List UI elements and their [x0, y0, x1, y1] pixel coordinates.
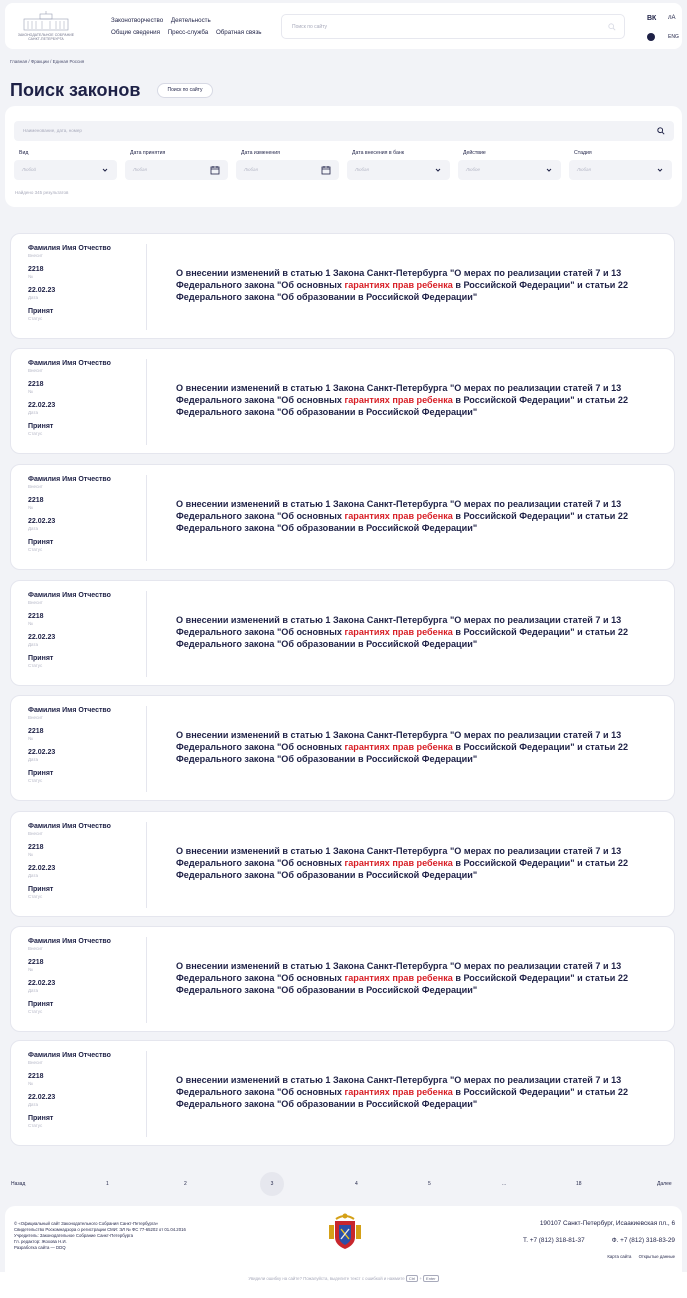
law-title[interactable]: О внесении изменений в статью 1 Закона Санкт-Петербурга "О мерах по реализации статей 7 и 13 Федерального закона "Об основных гарантиях прав ребенка в Российской Федерации" и статьи 22 Федерального закона "Об образовании в Российской Федерации"	[176, 961, 629, 995]
pagination-page[interactable]: 4	[355, 1181, 358, 1187]
law-status-label: Статус	[28, 431, 43, 436]
law-card[interactable]	[10, 811, 675, 917]
law-date-label: Дата	[28, 295, 38, 300]
search-highlight: гарантиях прав ребенка	[344, 511, 453, 521]
site-header	[5, 3, 682, 49]
law-author: Фамилия Имя Отчество	[28, 476, 111, 483]
search-highlight: гарантиях прав ребенка	[344, 1087, 453, 1097]
search-icon[interactable]	[657, 127, 665, 135]
filter-label-type: Вид	[19, 150, 29, 156]
law-number-label: №	[28, 852, 33, 857]
filter-type-select[interactable]	[14, 160, 117, 180]
law-date: 22.02.23	[28, 980, 56, 987]
card-divider	[146, 359, 147, 445]
law-date: 22.02.23	[28, 749, 56, 756]
footer-link-sitemap[interactable]: Карта сайта	[607, 1254, 632, 1259]
law-meta	[28, 707, 138, 791]
law-author-label: Внесит	[28, 946, 43, 951]
law-author: Фамилия Имя Отчество	[28, 938, 111, 945]
law-card[interactable]	[10, 695, 675, 801]
site-search-input[interactable]	[281, 14, 625, 39]
law-status: Принят	[28, 308, 54, 315]
pagination-next[interactable]: Далее	[657, 1181, 672, 1187]
site-footer	[5, 1206, 682, 1272]
search-icon[interactable]	[608, 23, 616, 31]
law-status-label: Статус	[28, 663, 43, 668]
nav-item-feedback[interactable]: Обратная связь	[215, 29, 262, 36]
law-number-label: №	[28, 389, 33, 394]
pagination-page[interactable]: 1	[106, 1181, 109, 1187]
law-author-label: Внесит	[28, 253, 43, 258]
law-status-label: Статус	[28, 1009, 43, 1014]
pagination-prev[interactable]: Назад	[11, 1181, 26, 1187]
law-status: Принят	[28, 1001, 54, 1008]
footer-links	[601, 1254, 675, 1259]
law-date-label: Дата	[28, 410, 38, 415]
card-divider	[146, 244, 147, 330]
law-status: Принят	[28, 539, 54, 546]
logo-caption: ЗАКОНОДАТЕЛЬНОЕ СОБРАНИЕ САНКТ-ПЕТЕРБУРГА	[17, 33, 75, 41]
search-highlight: гарантиях прав ребенка	[344, 395, 453, 405]
pagination	[0, 1172, 687, 1196]
footer-phone[interactable]: Т. +7 (812) 318-81-37	[523, 1237, 585, 1244]
footer-address: 190107 Санкт-Петербург, Исаакиевская пл., 6	[539, 1220, 675, 1227]
footer-info: © «Официальный сайт Законодательного Собрания Санкт-Петербурга» Свидетельство Роскомнадзора о регистрации СМИ: ЭЛ № ФС 77-65202 от 01.04.2016 Учредитель: Законодательное Собрание Санкт-Петербурга Гл. редактор: Жохова Н.И. Разработка сайта — DDQ	[14, 1221, 186, 1250]
filter-stage-value: Любая	[577, 167, 591, 172]
breadcrumb[interactable]: Главная / Фракции / Единая Россия	[10, 59, 85, 64]
filter-label-stage: Стадия	[574, 150, 592, 156]
law-number-label: №	[28, 736, 33, 741]
law-number-label: №	[28, 505, 33, 510]
page-title: Поиск законов	[10, 80, 141, 100]
pagination-page[interactable]: 5	[428, 1181, 431, 1187]
law-search-input[interactable]	[14, 121, 674, 141]
law-author-label: Внесит	[28, 484, 43, 489]
law-number-label: №	[28, 1081, 33, 1086]
law-meta	[28, 1052, 138, 1136]
law-meta	[28, 938, 138, 1022]
law-author: Фамилия Имя Отчество	[28, 1052, 111, 1059]
filter-label-bank-date: Дата внесения в банк	[352, 150, 404, 156]
filter-bank-date-value: Любая	[355, 167, 369, 172]
telegram-icon[interactable]	[647, 33, 655, 41]
law-author: Фамилия Имя Отчество	[28, 360, 111, 367]
law-author-label: Внесит	[28, 368, 43, 373]
law-meta	[28, 360, 138, 444]
law-title[interactable]: О внесении изменений в статью 1 Закона Санкт-Петербурга "О мерах по реализации статей 7 и 13 Федерального закона "Об основных гарантиях прав ребенка в Российской Федерации" и статьи 22 Федерального закона "Об образовании в Российской Федерации"	[176, 846, 629, 880]
law-number: 2218	[28, 613, 44, 620]
pagination-ellipsis: ...	[502, 1181, 507, 1187]
law-date-label: Дата	[28, 526, 38, 531]
filter-change-date-value: Любая	[244, 167, 258, 172]
law-card[interactable]	[10, 464, 675, 570]
law-date: 22.02.23	[28, 402, 56, 409]
filter-change-date[interactable]	[236, 160, 339, 180]
law-date: 22.02.23	[28, 865, 56, 872]
parliament-building-icon	[22, 11, 70, 31]
law-status: Принят	[28, 886, 54, 893]
law-author: Фамилия Имя Отчество	[28, 707, 111, 714]
law-date: 22.02.23	[28, 1094, 56, 1101]
filter-label-action: Действие	[463, 150, 486, 156]
card-divider	[146, 706, 147, 792]
law-title[interactable]: О внесении изменений в статью 1 Закона Санкт-Петербурга "О мерах по реализации статей 7 и 13 Федерального закона "Об основных гарантиях прав ребенка в Российской Федерации" и статьи 22 Федерального закона "Об образовании в Российской Федерации"	[176, 499, 629, 533]
filter-stage-select[interactable]	[569, 160, 672, 180]
law-title[interactable]: О внесении изменений в статью 1 Закона Санкт-Петербурга "О мерах по реализации статей 7 и 13 Федерального закона "Об основных гарантиях прав ребенка в Российской Федерации" и статьи 22 Федерального закона "Об образовании в Российской Федерации"	[176, 615, 629, 649]
chevron-down-icon	[546, 167, 552, 173]
law-search-placeholder: Наименование, дата, номер	[23, 128, 82, 133]
footer-fax: Ф. +7 (812) 318-83-29	[611, 1237, 675, 1244]
law-status-label: Статус	[28, 894, 43, 899]
law-card[interactable]	[10, 233, 675, 339]
results-count: Найдено 345 результатов	[15, 190, 69, 195]
law-status-label: Статус	[28, 778, 43, 783]
law-meta	[28, 476, 138, 560]
filter-label-adoption-date: Дата принятия	[130, 150, 166, 156]
chevron-down-icon	[435, 167, 441, 173]
search-highlight: гарантиях прав ребенка	[344, 280, 453, 290]
main-nav-row-2	[111, 29, 268, 36]
site-search-placeholder: Поиск по сайту	[292, 24, 328, 30]
enter-key: Enter	[423, 1275, 439, 1282]
law-number-label: №	[28, 274, 33, 279]
law-date: 22.02.23	[28, 634, 56, 641]
language-switch[interactable]: ENG	[668, 34, 679, 40]
law-status: Принят	[28, 1115, 54, 1122]
developer-link[interactable]: Разработка сайта — DDQ	[14, 1245, 66, 1250]
card-divider	[146, 1051, 147, 1137]
filter-panel	[5, 106, 682, 207]
calendar-icon[interactable]	[321, 165, 331, 175]
site-search-button[interactable]: Поиск по сайту	[157, 83, 213, 98]
filter-label-change-date: Дата изменения	[241, 150, 280, 156]
filter-action-value: Любое	[466, 167, 481, 172]
coat-of-arms-icon	[327, 1211, 363, 1251]
law-author-label: Внесит	[28, 1060, 43, 1065]
law-title[interactable]: О внесении изменений в статью 1 Закона Санкт-Петербурга "О мерах по реализации статей 7 и 13 Федерального закона "Об основных гарантиях прав ребенка в Российской Федерации" и статьи 22 Федерального закона "Об образовании в Российской Федерации"	[176, 1075, 629, 1109]
law-date-label: Дата	[28, 988, 38, 993]
law-meta	[28, 823, 138, 907]
law-title[interactable]: О внесении изменений в статью 1 Закона Санкт-Петербурга "О мерах по реализации статей 7 и 13 Федерального закона "Об основных гарантиях прав ребенка в Российской Федерации" и статьи 22 Федерального закона "Об образовании в Российской Федерации"	[176, 730, 629, 764]
law-date-label: Дата	[28, 757, 38, 762]
site-logo[interactable]	[14, 7, 78, 45]
law-meta	[28, 592, 138, 676]
law-meta	[28, 245, 138, 329]
law-card[interactable]	[10, 926, 675, 1032]
law-status: Принят	[28, 655, 54, 662]
law-card[interactable]	[10, 580, 675, 686]
law-author-label: Внесит	[28, 715, 43, 720]
nav-item-press[interactable]: Пресс-служба	[167, 29, 209, 36]
pagination-page[interactable]: 2	[184, 1181, 187, 1187]
law-card[interactable]	[10, 348, 675, 454]
calendar-icon[interactable]	[210, 165, 220, 175]
law-number: 2218	[28, 844, 44, 851]
ctrl-key: Ctrl	[406, 1275, 418, 1282]
card-divider	[146, 475, 147, 561]
filter-bank-date-select[interactable]	[347, 160, 450, 180]
law-number-label: №	[28, 967, 33, 972]
nav-item-activity[interactable]: Деятельность	[170, 17, 211, 24]
law-date: 22.02.23	[28, 518, 56, 525]
chevron-down-icon	[657, 167, 663, 173]
chevron-down-icon	[102, 167, 108, 173]
pagination-page[interactable]: 18	[576, 1181, 582, 1187]
law-author: Фамилия Имя Отчество	[28, 823, 111, 830]
law-status-label: Статус	[28, 1123, 43, 1128]
law-status: Принят	[28, 423, 54, 430]
law-number: 2218	[28, 959, 44, 966]
filter-adoption-date-value: Любая	[133, 167, 147, 172]
law-author-label: Внесит	[28, 831, 43, 836]
law-number-label: №	[28, 621, 33, 626]
nav-item-lawmaking[interactable]: Законотворчество	[111, 17, 164, 24]
law-date-label: Дата	[28, 1102, 38, 1107]
filter-adoption-date[interactable]	[125, 160, 228, 180]
law-title[interactable]: О внесении изменений в статью 1 Закона Санкт-Петербурга "О мерах по реализации статей 7 и 13 Федерального закона "Об основных гарантиях прав ребенка в Российской Федерации" и статьи 22 Федерального закона "Об образовании в Российской Федерации"	[176, 268, 629, 302]
main-nav-row-1	[111, 17, 217, 24]
search-highlight: гарантиях прав ребенка	[344, 627, 453, 637]
footer-link-open-data[interactable]: Открытые данные	[638, 1254, 675, 1259]
law-number: 2218	[28, 381, 44, 388]
law-status-label: Статус	[28, 316, 43, 321]
law-author: Фамилия Имя Отчество	[28, 245, 111, 252]
law-status: Принят	[28, 770, 54, 777]
law-number: 2218	[28, 497, 44, 504]
search-highlight: гарантиях прав ребенка	[344, 742, 453, 752]
law-author-label: Внесит	[28, 600, 43, 605]
card-divider	[146, 591, 147, 677]
vk-link[interactable]: ВК	[647, 15, 657, 22]
law-number: 2218	[28, 266, 44, 273]
law-card[interactable]	[10, 1040, 675, 1146]
search-highlight: гарантиях прав ребенка	[344, 973, 453, 983]
filter-type-value: Любой	[22, 167, 37, 172]
font-size-toggle[interactable]: лА	[668, 15, 676, 21]
card-divider	[146, 937, 147, 1023]
error-report-hint: Увидели ошибку на сайте? Пожалуйста, выделите текст с ошибкой и нажмите Ctrl + Enter	[0, 1272, 687, 1298]
pagination-page-current[interactable]: 3	[260, 1172, 284, 1196]
law-date-label: Дата	[28, 642, 38, 647]
nav-item-general-info[interactable]: Общие сведения	[111, 29, 160, 36]
law-number: 2218	[28, 728, 44, 735]
law-title[interactable]: О внесении изменений в статью 1 Закона Санкт-Петербурга "О мерах по реализации статей 7 и 13 Федерального закона "Об основных гарантиях прав ребенка в Российской Федерации" и статьи 22 Федерального закона "Об образовании в Российской Федерации"	[176, 383, 629, 417]
card-divider	[146, 822, 147, 908]
search-highlight: гарантиях прав ребенка	[344, 858, 453, 868]
law-date: 22.02.23	[28, 287, 56, 294]
law-author: Фамилия Имя Отчество	[28, 592, 111, 599]
filter-action-select[interactable]	[458, 160, 561, 180]
law-number: 2218	[28, 1073, 44, 1080]
law-date-label: Дата	[28, 873, 38, 878]
law-status-label: Статус	[28, 547, 43, 552]
